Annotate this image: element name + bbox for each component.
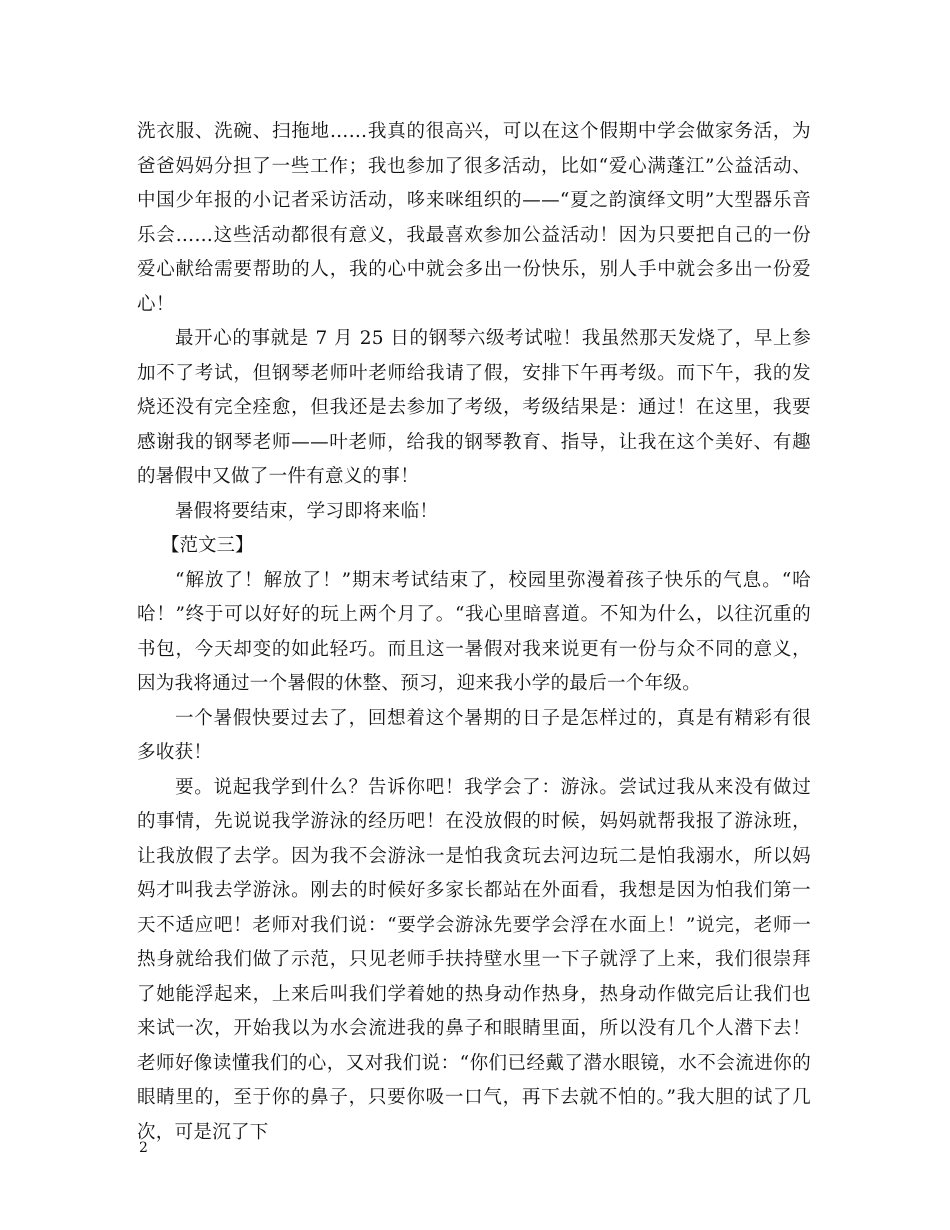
section-heading: 【范文三】 <box>161 535 254 556</box>
page-number: 2 <box>139 1140 148 1156</box>
paragraph-1: 洗衣服、洗碗、扫拖地……我真的很高兴，可以在这个假期中学会做家务活，为爸爸妈妈分担了一些工作；我也参加了很多活动，比如“爱心满蓬江”公益活动、中国少年报的小记者采访活动，哆来咪组织的——“夏之韵演绎文明”大型器乐音乐会……这些活动都很有意义，我最喜欢参加公益活动！因为只要把自己的一份爱心献给需要帮助的人，我的心中就会多出一份快乐，别人手中就会多出一份爱心！ <box>137 121 811 315</box>
paragraph-6: 要。说起我学到什么？告诉你吧！我学会了：游泳。尝试过我从来没有做过的事情，先说说我学游泳的经历吧！在没放假的时候，妈妈就帮我报了游泳班，让我放假了去学。因为我不会游泳一是怕我贪玩去河边玩二是怕我溺水，所以妈妈才叫我去学游泳。刚去的时候好多家长都站在外面看，我想是因为怕我们第一天不适应吧！老师对我们说：“要学会游泳先要学会浮在水面上！”说完，老师一热身就给我们做了示范，只见老师手扶持壁水里一下子就浮了上来，我们很崇拜了她能浮起来，上来后叫我们学着她的热身动作热身，热身动作做完后让我们也来试一次，开始我以为水会流进我的鼻子和眼睛里面，所以没有几个人潜下去！老师好像读懂我们的心，又对我们说：“你们已经戴了潜水眼镜，水不会流进你的眼睛里的，至于你的鼻子，只要你吸一口气，再下去就不怕的。”我大胆的试了几次，可是沉了下 <box>137 776 811 1143</box>
document-body <box>137 115 811 1150</box>
paragraph-4: “解放了！解放了！”期末考试结束了，校园里弥漫着孩子快乐的气息。“哈哈！”终于可以好好的玩上两个月了。“我心里暗喜道。不知为什么，以往沉重的书包，今天却变的如此轻巧。而且这一暑假对我来说更有一份与众不同的意义，因为我将通过一个暑假的休整、预习，迎来我小学的最后一个年级。 <box>137 569 811 694</box>
paragraph-3: 暑假将要结束，学习即将来临！ <box>175 500 439 522</box>
paragraph-2: 最开心的事就是 7 月 25 日的钢琴六级考试啦！我虽然那天发烧了，早上参加不了考试，但钢琴老师叶老师给我请了假，安排下午再考级。而下午，我的发烧还没有完全痊愈，但我还是去参加了考级，考级结果是：通过！在这里，我要感谢我的钢琴老师——叶老师，给我的钢琴教育、指导，让我在这个美好、有趣的暑假中又做了一件有意义的事！ <box>137 328 811 487</box>
paragraph-5: 一个暑假快要过去了，回想着这个暑期的日子是怎样过的，真是有精彩有很多收获！ <box>137 707 811 763</box>
